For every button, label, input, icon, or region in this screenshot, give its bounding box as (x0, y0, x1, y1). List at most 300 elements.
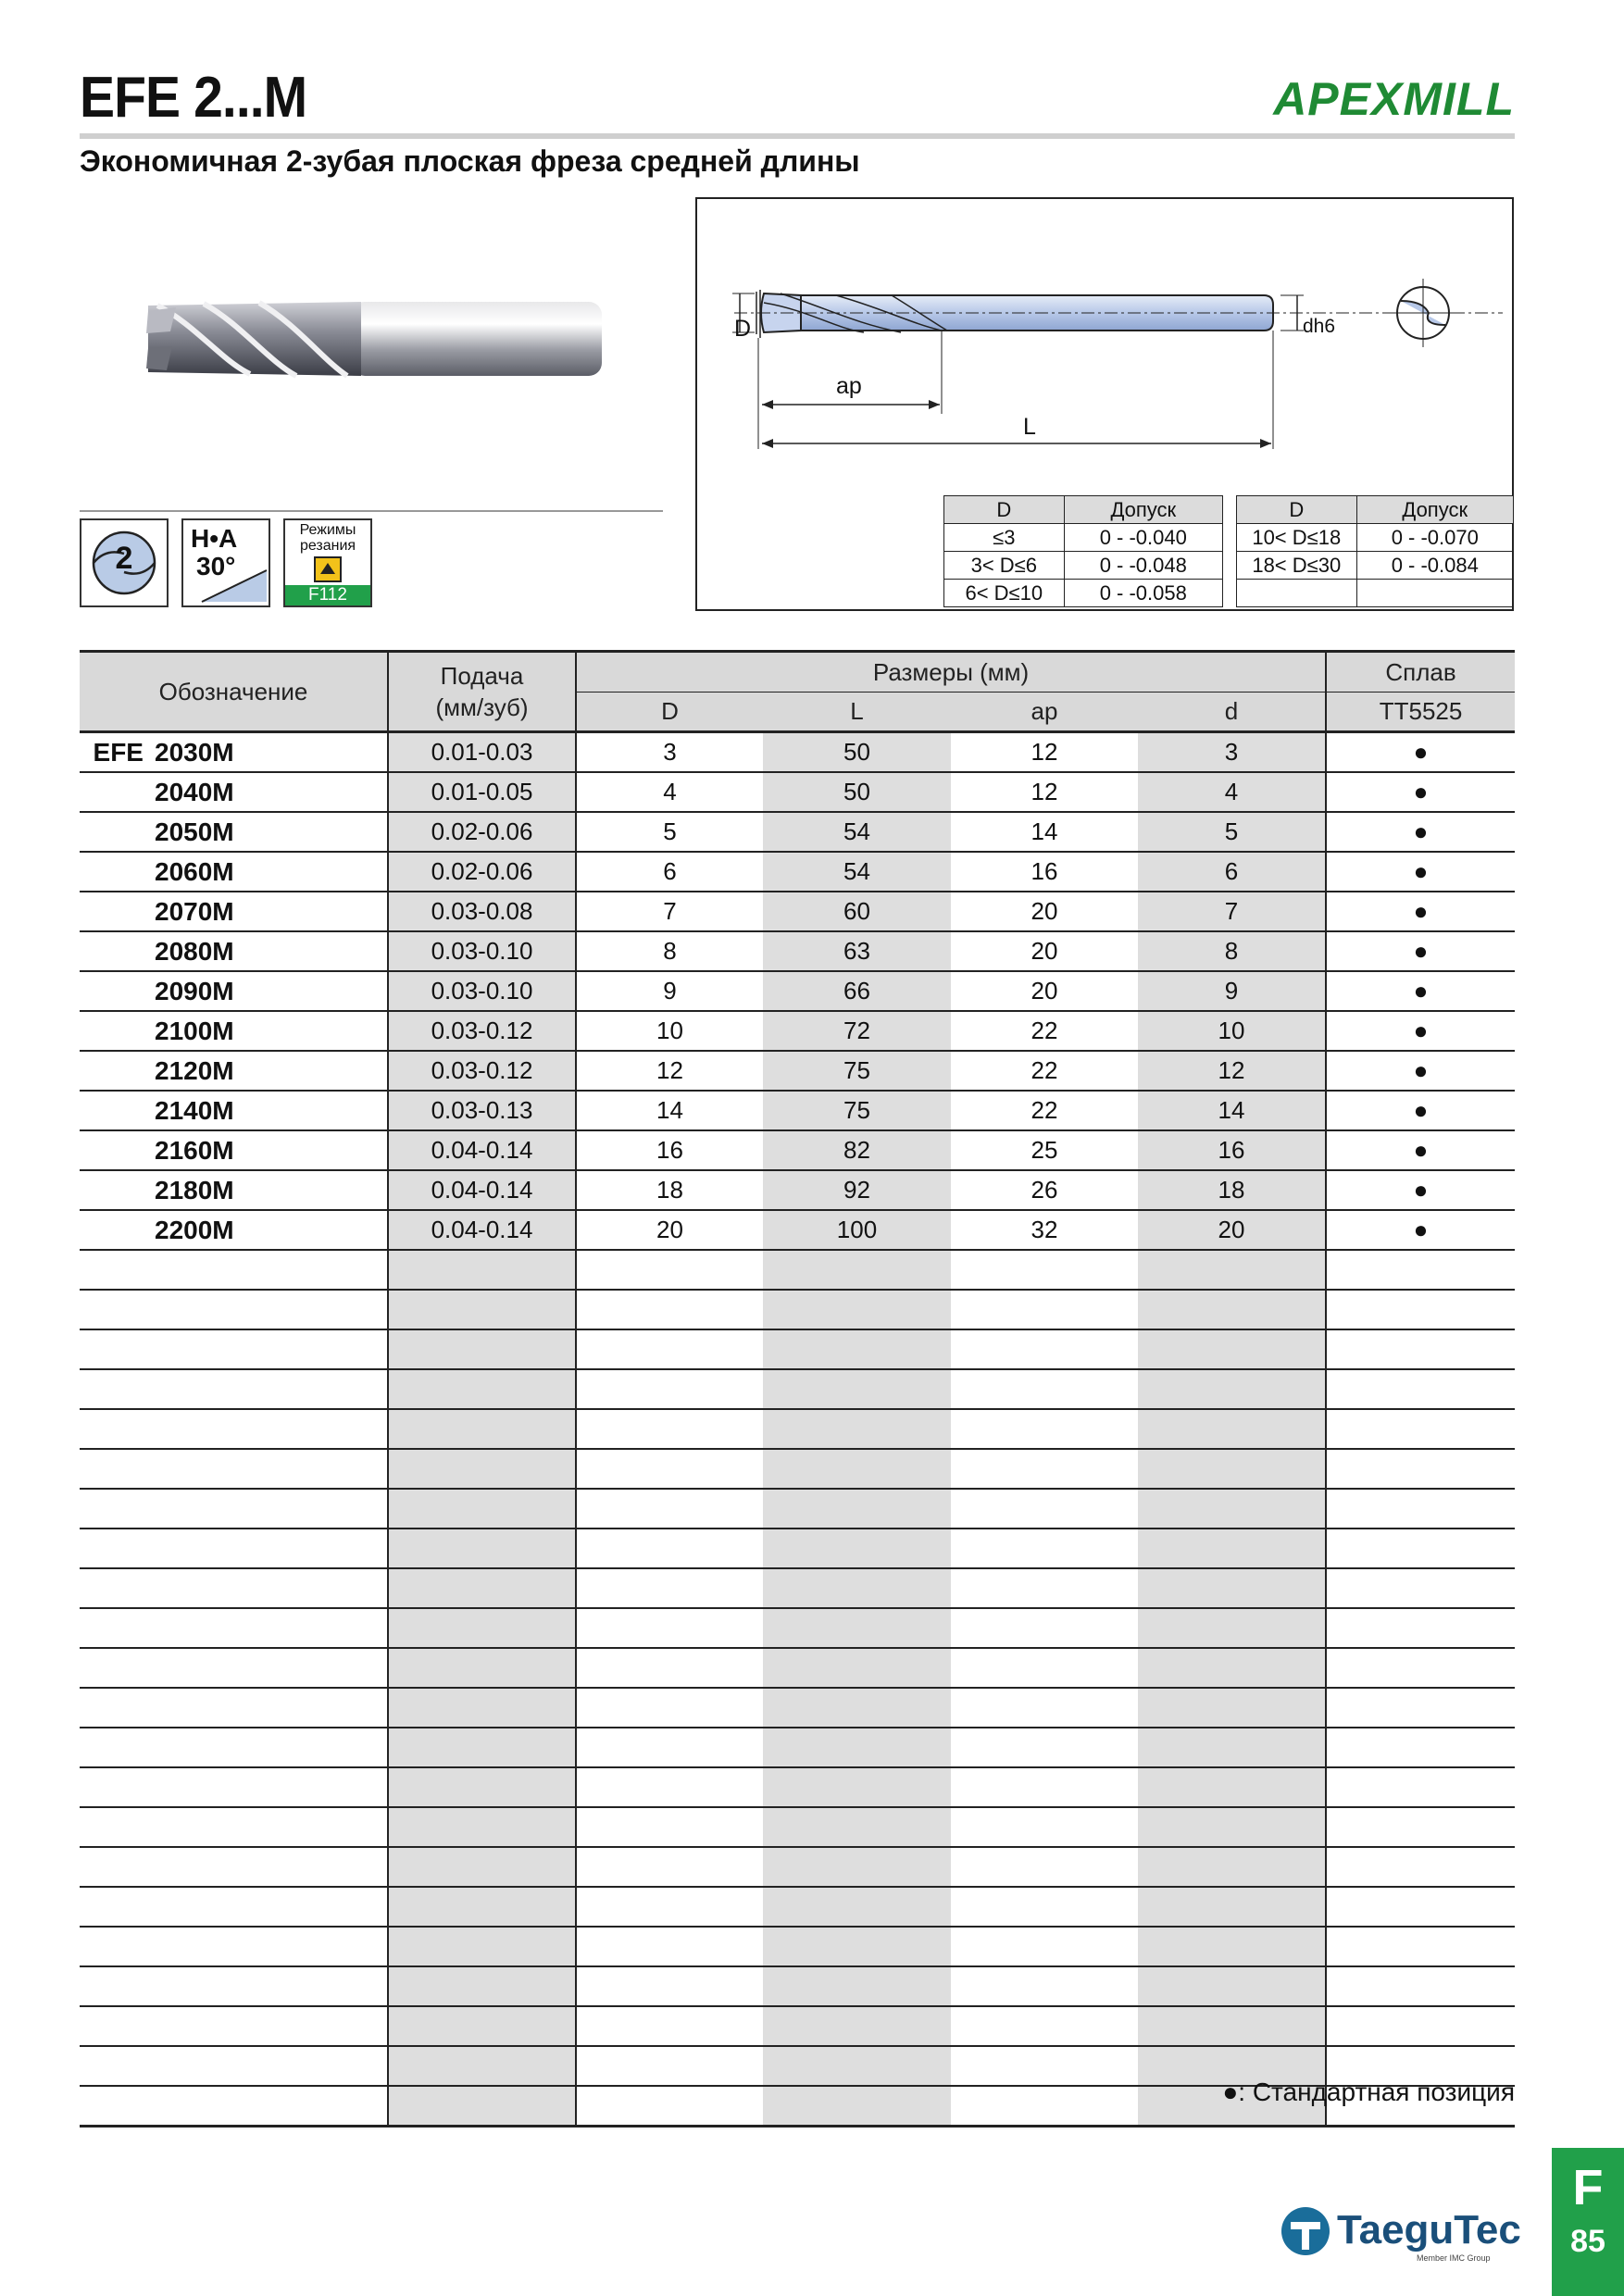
row-L (763, 1887, 951, 1927)
row-stock-dot (1326, 1807, 1515, 1847)
row-stock-dot (1326, 1329, 1515, 1369)
row-feed: 0.04-0.14 (388, 1210, 576, 1250)
row-stock-dot (1326, 1887, 1515, 1927)
row-stock-dot: ● (1326, 931, 1515, 971)
row-code (149, 1608, 388, 1648)
table-row (80, 1966, 1515, 2006)
dim-L-label: L (1023, 414, 1036, 440)
row-L (763, 1290, 951, 1329)
row-L (763, 1449, 951, 1489)
row-D: 20 (576, 1210, 763, 1250)
row-d: 18 (1138, 1170, 1326, 1210)
row-ap (951, 1489, 1138, 1529)
row-code (149, 1449, 388, 1489)
table-row (80, 1807, 1515, 1847)
row-D (576, 1409, 763, 1449)
row-L (763, 1329, 951, 1369)
row-L (763, 1688, 951, 1728)
page-number: 85 (1570, 2224, 1605, 2259)
row-prefix (80, 1369, 149, 1409)
row-code: 2140M (155, 1095, 234, 1125)
row-L (763, 1489, 951, 1529)
table-row (80, 1927, 1515, 1966)
row-ap: 22 (1031, 1017, 1058, 1044)
row-feed (388, 1847, 576, 1887)
table-row (80, 1369, 1515, 1409)
row-d (1138, 1369, 1326, 1409)
row-L (763, 1608, 951, 1648)
row-prefix (80, 2046, 149, 2086)
photo-divider (80, 510, 663, 512)
row-stock-dot (1326, 2006, 1515, 2046)
row-prefix (80, 1449, 149, 1489)
tol-range: 3< D≤6 (944, 552, 1065, 580)
row-code: 2030M (155, 737, 234, 767)
row-feed: 0.03-0.10 (388, 971, 576, 1011)
row-stock-dot (1326, 1927, 1515, 1966)
row-L: 82 (763, 1130, 951, 1170)
page-title: EFE 2...M (80, 66, 307, 130)
row-L (763, 1966, 951, 2006)
row-code (149, 1728, 388, 1767)
row-code (149, 1807, 388, 1847)
row-code (149, 2086, 388, 2127)
row-D: 7 (576, 892, 763, 931)
row-stock-dot (1326, 1728, 1515, 1767)
row-D (576, 1966, 763, 2006)
row-L: 75 (763, 1051, 951, 1091)
row-stock-dot (1326, 1529, 1515, 1568)
header-rule (80, 133, 1515, 139)
row-ap (951, 1329, 1138, 1369)
row-code: 2180M (155, 1175, 234, 1204)
row-code (149, 1329, 388, 1369)
row-prefix (80, 892, 149, 931)
row-ap: 12 (1031, 778, 1058, 805)
row-D: 9 (576, 971, 763, 1011)
row-prefix (80, 1847, 149, 1887)
row-prefix (80, 1051, 149, 1091)
row-L (763, 1728, 951, 1767)
row-d: 12 (1138, 1051, 1326, 1091)
row-d: 6 (1138, 852, 1326, 892)
row-L: 100 (763, 1210, 951, 1250)
row-feed (388, 1966, 576, 2006)
row-stock-dot (1326, 1290, 1515, 1329)
row-ap: 20 (1031, 937, 1058, 965)
row-D: 16 (576, 1130, 763, 1170)
row-L (763, 1529, 951, 1568)
end-mill-photo (139, 259, 611, 407)
row-ap (951, 2086, 1138, 2127)
tol-range (1237, 580, 1357, 607)
row-code: 2060M (155, 856, 234, 886)
row-prefix (80, 971, 149, 1011)
row-code: 2120M (155, 1055, 234, 1085)
row-feed (388, 1329, 576, 1369)
row-L (763, 1927, 951, 1966)
taegutec-tagline: Member IMC Group (1417, 2253, 1491, 2263)
row-prefix (80, 1011, 149, 1051)
table-row (80, 1648, 1515, 1688)
row-D (576, 1807, 763, 1847)
product-table (80, 650, 1515, 2128)
row-d (1138, 1489, 1326, 1529)
row-feed (388, 1489, 576, 1529)
tol-range: 10< D≤18 (1237, 524, 1357, 552)
row-feed (388, 1369, 576, 1409)
row-D: 3 (576, 732, 763, 773)
table-row (80, 772, 1515, 812)
table-row (80, 1250, 1515, 1290)
row-feed (388, 2006, 576, 2046)
header-designation: Обозначение (80, 652, 388, 732)
row-d: 14 (1138, 1091, 1326, 1130)
table-row (80, 1170, 1515, 1210)
table-row (80, 1608, 1515, 1648)
row-d (1138, 1688, 1326, 1728)
row-D (576, 1728, 763, 1767)
row-D (576, 1927, 763, 1966)
row-feed (388, 1688, 576, 1728)
row-L (763, 1767, 951, 1807)
row-L (763, 1409, 951, 1449)
row-D (576, 2086, 763, 2127)
row-prefix (80, 1290, 149, 1329)
row-L: 54 (763, 852, 951, 892)
tol-range: 18< D≤30 (1237, 552, 1357, 580)
row-code (149, 1966, 388, 2006)
row-d (1138, 1290, 1326, 1329)
row-feed: 0.03-0.12 (388, 1051, 576, 1091)
row-d: 3 (1138, 732, 1326, 773)
row-stock-dot (1326, 1648, 1515, 1688)
tol-value: 0 - -0.070 (1356, 524, 1513, 552)
row-D: 6 (576, 852, 763, 892)
row-ap (951, 1847, 1138, 1887)
row-D (576, 1329, 763, 1369)
row-d (1138, 1329, 1326, 1369)
row-d (1138, 1529, 1326, 1568)
row-L (763, 1847, 951, 1887)
row-d: 8 (1138, 931, 1326, 971)
row-ap (951, 1767, 1138, 1807)
row-prefix (80, 1170, 149, 1210)
row-feed (388, 1568, 576, 1608)
row-ap: 16 (1031, 857, 1058, 885)
row-feed (388, 1648, 576, 1688)
page-subtitle: Экономичная 2-зубая плоская фреза средней длины (80, 144, 860, 178)
row-prefix (80, 1568, 149, 1608)
row-stock-dot: ● (1326, 1130, 1515, 1170)
row-code: 2090M (155, 976, 234, 1005)
row-L: 50 (763, 732, 951, 773)
row-feed (388, 2086, 576, 2127)
row-ap: 20 (1031, 977, 1058, 1004)
row-D (576, 1887, 763, 1927)
row-prefix (80, 852, 149, 892)
row-D (576, 2046, 763, 2086)
legend-standard-item: ●: Стандартная позиция (1222, 2078, 1515, 2106)
flute-count: 2 (115, 541, 133, 576)
row-prefix (80, 1767, 149, 1807)
row-stock-dot: ● (1326, 892, 1515, 931)
row-D (576, 1529, 763, 1568)
row-stock-dot (1326, 1688, 1515, 1728)
book-icon (313, 555, 343, 583)
row-stock-dot (1326, 1608, 1515, 1648)
row-d (1138, 1847, 1326, 1887)
row-feed: 0.04-0.14 (388, 1170, 576, 1210)
row-ap: 14 (1031, 817, 1058, 845)
row-code (149, 1887, 388, 1927)
row-D (576, 2006, 763, 2046)
tol-value: 0 - -0.058 (1064, 580, 1222, 607)
header-D: D (576, 693, 763, 732)
apexmill-logo: APEXMILL (1273, 73, 1515, 125)
table-row (80, 1568, 1515, 1608)
table-row (80, 971, 1515, 1011)
table-row (80, 1529, 1515, 1568)
row-prefix: EFE (80, 732, 149, 773)
row-feed: 0.03-0.10 (388, 931, 576, 971)
row-ap (951, 1887, 1138, 1927)
row-ap (951, 1409, 1138, 1449)
table-row (80, 852, 1515, 892)
table-row (80, 732, 1515, 773)
row-ap (951, 1648, 1138, 1688)
dim-ap-label: ap (836, 373, 862, 399)
taegutec-emblem-icon (1278, 2203, 1333, 2259)
row-code (149, 1767, 388, 1807)
row-feed (388, 1409, 576, 1449)
row-feed: 0.03-0.08 (388, 892, 576, 931)
row-feed: 0.01-0.05 (388, 772, 576, 812)
row-stock-dot (1326, 1966, 1515, 2006)
row-ap: 20 (1031, 897, 1058, 925)
row-d (1138, 1887, 1326, 1927)
header-alloy: Сплав (1326, 652, 1515, 693)
row-stock-dot (1326, 1767, 1515, 1807)
row-prefix (80, 812, 149, 852)
row-D: 4 (576, 772, 763, 812)
row-stock-dot: ● (1326, 812, 1515, 852)
cutting-label-1: Режимы (299, 522, 356, 538)
row-D (576, 1767, 763, 1807)
tol-value (1356, 580, 1513, 607)
row-code (149, 1409, 388, 1449)
row-ap (951, 2006, 1138, 2046)
tolerance-table-left (943, 495, 1223, 607)
cutting-ref: F112 (285, 585, 370, 605)
row-feed: 0.02-0.06 (388, 852, 576, 892)
row-stock-dot: ● (1326, 1210, 1515, 1250)
row-feed (388, 1728, 576, 1767)
row-code (149, 1688, 388, 1728)
row-prefix (80, 1210, 149, 1250)
row-D (576, 1449, 763, 1489)
row-ap: 26 (1031, 1176, 1058, 1204)
table-row (80, 1409, 1515, 1449)
row-feed (388, 2046, 576, 2086)
header-L: L (763, 693, 951, 732)
row-L (763, 1807, 951, 1847)
tol-value: 0 - -0.040 (1064, 524, 1222, 552)
cutting-conditions-icon (283, 518, 372, 607)
row-ap (951, 2046, 1138, 2086)
row-prefix (80, 1966, 149, 2006)
table-row (80, 1688, 1515, 1728)
row-feed: 0.04-0.14 (388, 1130, 576, 1170)
header-feed-line2: (мм/зуб) (435, 693, 529, 721)
row-stock-dot (1326, 1449, 1515, 1489)
row-L: 75 (763, 1091, 951, 1130)
row-d (1138, 2006, 1326, 2046)
section-tab (1552, 2148, 1624, 2296)
row-L (763, 2006, 951, 2046)
row-code (149, 1927, 388, 1966)
row-d (1138, 1648, 1326, 1688)
row-stock-dot: ● (1326, 971, 1515, 1011)
table-row (80, 1210, 1515, 1250)
row-ap: 32 (1031, 1216, 1058, 1243)
row-d: 16 (1138, 1130, 1326, 1170)
header-dimensions: Размеры (мм) (576, 652, 1326, 693)
table-row (80, 892, 1515, 931)
row-L: 63 (763, 931, 951, 971)
row-d: 20 (1138, 1210, 1326, 1250)
row-L (763, 2086, 951, 2127)
row-L: 72 (763, 1011, 951, 1051)
row-code (149, 1529, 388, 1568)
table-row (80, 1728, 1515, 1767)
row-ap (951, 1807, 1138, 1847)
row-ap: 22 (1031, 1056, 1058, 1084)
helix-label: H•A (191, 524, 238, 553)
row-L (763, 1250, 951, 1290)
row-feed (388, 1449, 576, 1489)
dim-D-label: D (734, 316, 752, 342)
row-code (149, 1250, 388, 1290)
row-D: 14 (576, 1091, 763, 1130)
technical-drawing (695, 197, 1514, 611)
row-stock-dot (1326, 1568, 1515, 1608)
row-ap: 12 (1031, 738, 1058, 766)
row-code: 2070M (155, 896, 234, 926)
header-d: d (1138, 693, 1326, 732)
table-row (80, 1329, 1515, 1369)
row-prefix (80, 1091, 149, 1130)
row-stock-dot: ● (1326, 1170, 1515, 1210)
tol-value: 0 - -0.084 (1356, 552, 1513, 580)
row-L: 54 (763, 812, 951, 852)
tol-header-d: D (1237, 496, 1357, 524)
row-code (149, 1489, 388, 1529)
row-L: 50 (763, 772, 951, 812)
row-L (763, 1369, 951, 1409)
row-ap (951, 1568, 1138, 1608)
table-row (80, 1489, 1515, 1529)
row-code: 2050M (155, 817, 234, 846)
row-code (149, 1290, 388, 1329)
row-code (149, 1369, 388, 1409)
header-feed (388, 652, 576, 732)
header-grade: TT5525 (1326, 693, 1515, 732)
row-d (1138, 1409, 1326, 1449)
tol-header-tol: Допуск (1356, 496, 1513, 524)
row-D: 12 (576, 1051, 763, 1091)
row-prefix (80, 2086, 149, 2127)
row-stock-dot: ● (1326, 1011, 1515, 1051)
row-ap (951, 1250, 1138, 1290)
row-feed (388, 1529, 576, 1568)
row-ap (951, 1449, 1138, 1489)
row-D (576, 1489, 763, 1529)
row-d (1138, 1807, 1326, 1847)
taegutec-wordmark: TaeguTec (1337, 2207, 1521, 2252)
row-stock-dot: ● (1326, 1051, 1515, 1091)
row-d (1138, 1449, 1326, 1489)
row-ap (951, 1290, 1138, 1329)
row-L: 60 (763, 892, 951, 931)
row-prefix (80, 1250, 149, 1290)
row-d (1138, 1250, 1326, 1290)
row-ap (951, 1728, 1138, 1767)
row-d (1138, 1767, 1326, 1807)
row-prefix (80, 1489, 149, 1529)
table-row (80, 1767, 1515, 1807)
row-stock-dot: ● (1326, 772, 1515, 812)
table-row (80, 1051, 1515, 1091)
row-D (576, 1369, 763, 1409)
header-feed-line1: Подача (440, 662, 524, 690)
row-D (576, 1568, 763, 1608)
section-letter: F (1572, 2160, 1604, 2215)
helix-angle-icon (181, 518, 270, 607)
table-row (80, 931, 1515, 971)
row-feed (388, 1250, 576, 1290)
table-row (80, 1011, 1515, 1051)
row-stock-dot (1326, 1847, 1515, 1887)
row-prefix (80, 1529, 149, 1568)
tolerance-table-right (1236, 495, 1514, 607)
row-ap (951, 1529, 1138, 1568)
table-row (80, 1449, 1515, 1489)
row-D: 5 (576, 812, 763, 852)
row-ap (951, 1608, 1138, 1648)
row-prefix (80, 1648, 149, 1688)
row-ap (951, 1966, 1138, 2006)
row-ap: 22 (1031, 1096, 1058, 1124)
row-L (763, 2046, 951, 2086)
row-stock-dot (1326, 1369, 1515, 1409)
row-prefix (80, 1887, 149, 1927)
row-d: 9 (1138, 971, 1326, 1011)
row-code: 2040M (155, 777, 234, 806)
row-feed: 0.03-0.13 (388, 1091, 576, 1130)
row-prefix (80, 1409, 149, 1449)
row-L: 66 (763, 971, 951, 1011)
row-code (149, 1847, 388, 1887)
row-prefix (80, 1728, 149, 1767)
row-feed (388, 1887, 576, 1927)
table-row (80, 1091, 1515, 1130)
dim-dh6-label: dh6 (1303, 316, 1336, 337)
row-d: 4 (1138, 772, 1326, 812)
row-feed: 0.03-0.12 (388, 1011, 576, 1051)
row-stock-dot (1326, 1489, 1515, 1529)
row-code (149, 2006, 388, 2046)
